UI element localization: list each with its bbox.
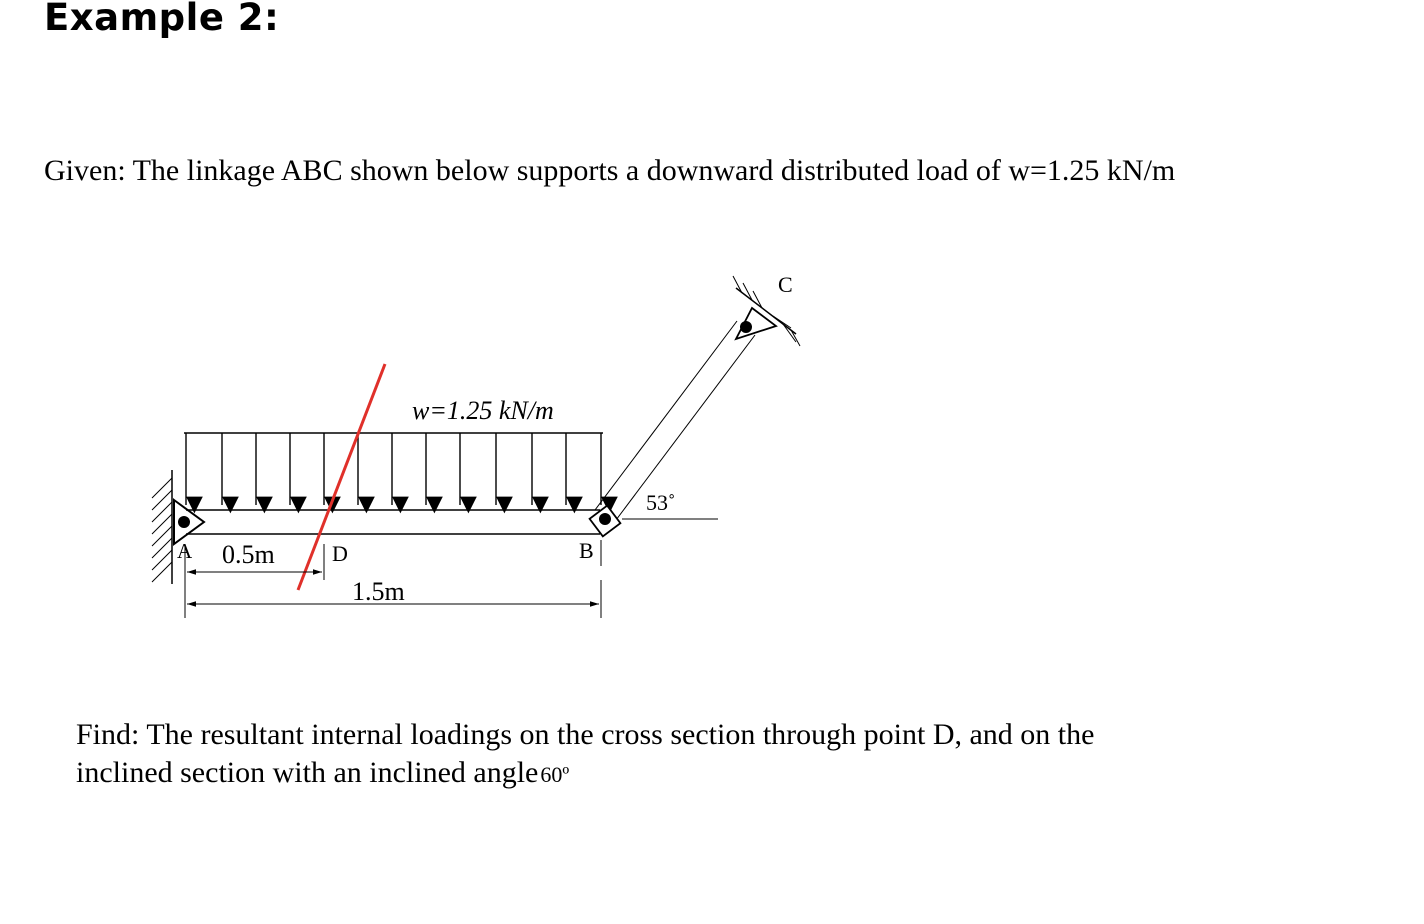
beam-ab <box>186 510 600 534</box>
angle-label: 53˚ <box>646 490 676 515</box>
dimension-ad-label: 0.5m <box>222 540 275 569</box>
page-heading: Example 2: <box>44 0 280 39</box>
dimension-ab-label: 1.5m <box>352 577 405 606</box>
pin-support-a <box>174 500 204 544</box>
point-a-label: A <box>177 539 193 563</box>
point-c-label: C <box>778 272 793 297</box>
point-b-label: B <box>579 538 594 563</box>
wall-support-a <box>152 470 172 584</box>
find-line-2-text: inclined section with an inclined angle <box>76 756 539 789</box>
point-d-label: D <box>332 541 348 566</box>
find-line-1: Find: The resultant internal loadings on the cross section through point D, and on the <box>76 718 1095 751</box>
find-line-2 <box>76 754 1276 794</box>
distributed-load <box>184 433 603 505</box>
given-statement: Given: The linkage ABC shown below supports a downward distributed load of w=1.25 kN/m <box>44 154 1176 187</box>
find-statement <box>76 716 1276 794</box>
load-label: w=1.25 kN/m <box>412 396 554 425</box>
inclined-angle-value: 60º <box>540 762 570 787</box>
